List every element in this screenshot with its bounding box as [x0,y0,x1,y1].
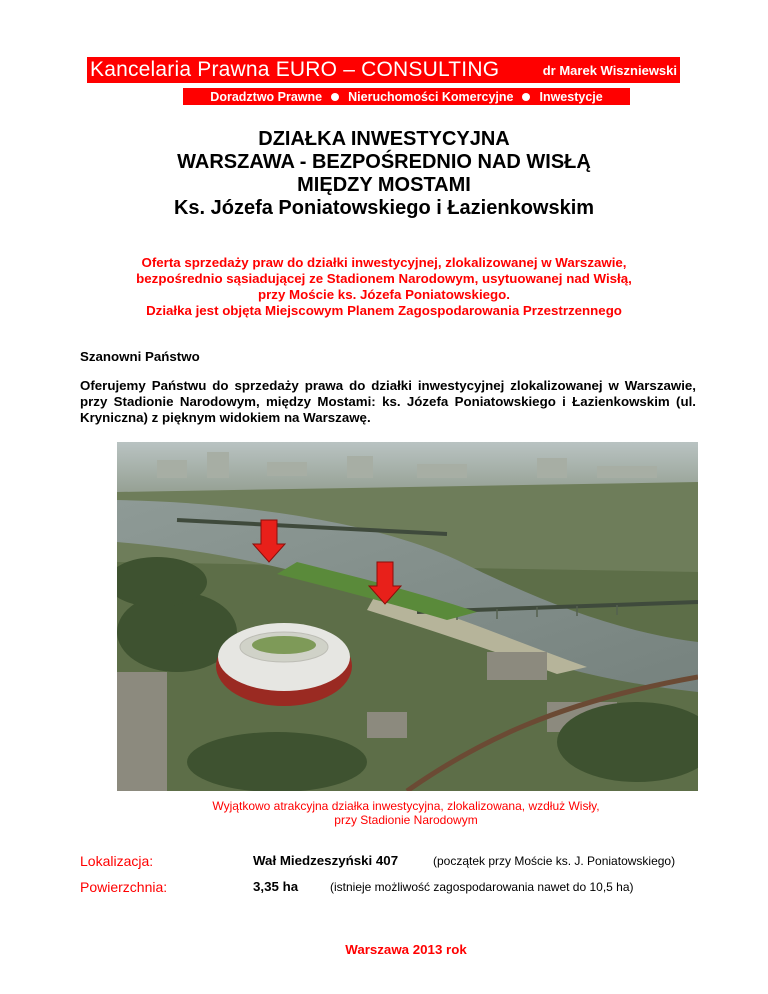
location-label: Lokalizacja: [80,853,154,869]
bullet-icon [331,93,339,101]
photo-caption [0,799,768,827]
footer-date: Warszawa 2013 rok [345,942,467,957]
bullet-icon [522,93,530,101]
offer-summary [0,255,768,319]
area-label: Powierzchnia: [80,879,168,895]
aerial-photo-illustration [117,442,698,791]
caption-line: Wyjątkowo atrakcyjna działka inwestycyjna, zlokalizowana, wzdłuż Wisły, [212,799,600,813]
area-note: (istnieje możliwość zagospodarowania nawet do 10,5 ha) [330,880,634,894]
title-line: WARSZAWA - BEZPOŚREDNIO NAD WISŁĄ [177,151,591,173]
intro-paragraph: Oferujemy Państwu do sprzedaży prawa do działki inwestycyjnej zlokalizowanej w Warszawie, przy Stadionie Narodowym, między Mostami: ks. Józefa Poniatowskiego i Łazienkowskim (ul. Kryniczna) z pięknym widokiem na Warszawę. [80,378,696,425]
offer-line: Oferta sprzedaży praw do działki inwestycyjnej, zlokalizowanej w Warszawie, [141,255,627,270]
aerial-photo [117,442,698,791]
offer-line: bezpośrednio sąsiadującej ze Stadionem Narodowym, usytuowanej nad Wisłą, [136,271,632,286]
services-bar [183,88,630,105]
firm-name: Kancelaria Prawna EURO – CONSULTING [90,58,500,81]
location-note: (początek przy Moście ks. J. Poniatowskiego) [433,854,676,868]
caption-line: przy Stadionie Narodowym [334,813,478,827]
service-investments: Inwestycje [539,89,603,104]
title-line: DZIAŁKA INWESTYCYJNA [258,128,510,150]
greeting: Szanowni Państwo [80,349,200,364]
service-real-estate: Nieruchomości Komercyjne [348,89,514,104]
document-title [0,128,768,220]
service-legal: Doradztwo Prawne [210,89,323,104]
area-value: 3,35 ha [253,879,299,894]
firm-header-bar [87,57,680,83]
firm-owner: dr Marek Wiszniewski [542,63,677,78]
title-line: Ks. Józefa Poniatowskiego i Łazienkowskim [173,197,595,219]
title-line: MIĘDZY MOSTAMI [297,174,471,196]
offer-line: Działka jest objęta Miejscowym Planem Zagospodarowania Przestrzennego [146,303,622,318]
location-value: Wał Miedzeszyński 407 [253,853,399,868]
offer-line: przy Moście ks. Józefa Poniatowskiego. [258,287,510,302]
